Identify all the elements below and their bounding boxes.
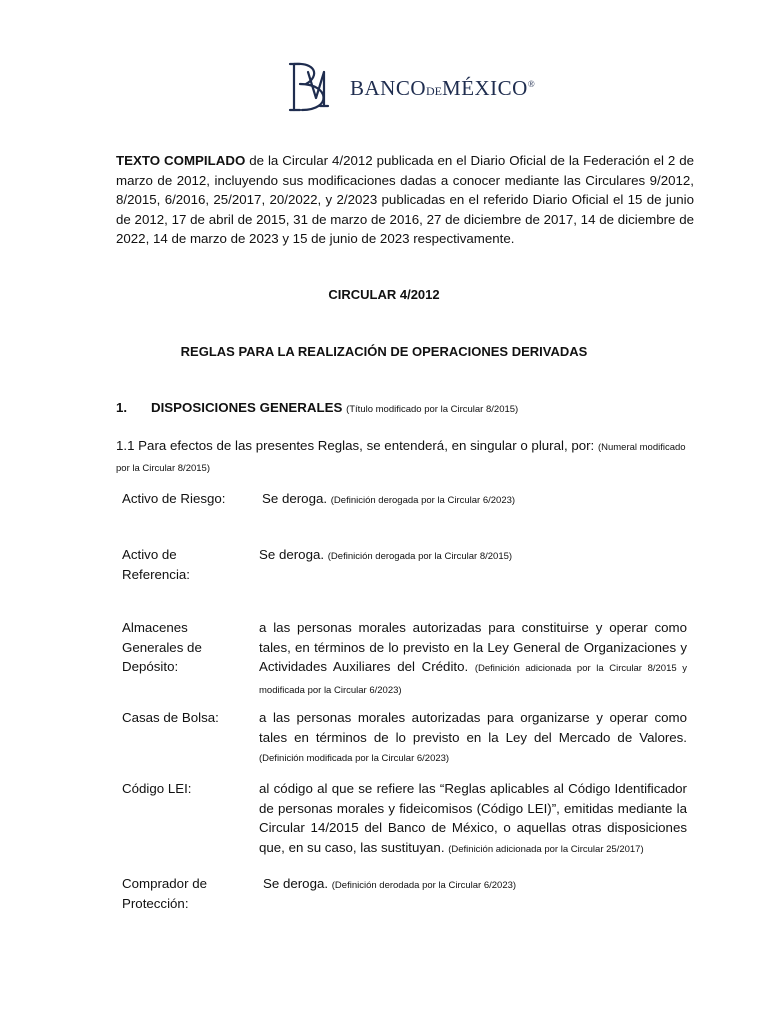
numeral-text: 1.1 Para efectos de las presentes Reglas, se entenderá, en singular o plural, por: <box>116 438 598 453</box>
definition-text: a las personas morales autorizadas para constituirse y operar como tales, en términos de lo previsto en la Ley General de Organizaciones y Actividades Auxiliares del Crédito. (Definición adicionada por la Circular 8/2015 y modificada por la Circular 6/2023) <box>259 620 687 696</box>
rules-title: REGLAS PARA LA REALIZACIÓN DE OPERACIONES DERIVADAS <box>180 344 588 359</box>
numeral-1-1 <box>116 436 698 478</box>
intro-paragraph <box>116 151 694 249</box>
section-note: (Título modificado por la Circular 8/2015) <box>346 404 519 415</box>
definition-text: al código al que se refiere las “Reglas aplicables al Código Identificador de personas morales y fideicomisos (Código LEI)”, emitidas mediante la Circular 14/2015 del Banco de México, o aquellas otras disposiciones que, en su caso, las sustituyan. (Definición adicionada por la Circular 25/2017) <box>259 781 687 855</box>
banxico-logo <box>286 58 536 118</box>
section-heading <box>116 400 518 415</box>
definition-text: Se deroga. (Definición derogada por la Circular 6/2023) <box>262 491 516 506</box>
definition-term: Casas de Bolsa: <box>122 710 219 725</box>
banxico-monogram-icon <box>286 58 346 118</box>
section-number: 1. <box>116 400 128 415</box>
definition-term: Almacenes Generales de Depósito: <box>122 620 202 674</box>
definition-text: a las personas morales autorizadas para organizarse y operar como tales en términos de lo previsto en la Ley del Mercado de Valores. (Definición modificada por la Circular 6/2023) <box>259 710 687 764</box>
definition-text: Se deroga. (Definición derogada por la Circular 8/2015) <box>259 547 513 562</box>
definition-term: Activo de Riesgo: <box>122 491 226 506</box>
definition-term: Comprador de Protección: <box>122 876 207 911</box>
circular-title: CIRCULAR 4/2012 <box>328 287 440 302</box>
definition-term: Código LEI: <box>122 781 192 796</box>
section-title: DISPOSICIONES GENERALES <box>151 400 343 415</box>
intro-text: de la Circular 4/2012 publicada en el Diario Oficial de la Federación el 2 de marzo de 2012, incluyendo sus modificaciones dadas a conocer mediante las Circulares 9/2012, 8/2015, 6/2016, 25/2017, 20/2022, y 2/2023 publicadas en el referido Diario Oficial el 15 de junio de 2012, 17 de abril de 2015, 31 de marzo de 2016, 27 de diciembre de 2017, 14 de diciembre de 2022, 14 de marzo de 2023 y 15 de junio de 2023 respectivamente. <box>116 153 694 246</box>
definition-term: Activo de Referencia: <box>122 547 190 582</box>
intro-bold-lead: TEXTO COMPILADO <box>116 153 246 168</box>
banxico-logo-text: BANCODEMÉXICO® <box>350 76 536 100</box>
numeral-note: (Numeral modificado por la Circular 8/2015) <box>116 442 686 474</box>
definition-text: Se deroga. (Definición derodada por la Circular 6/2023) <box>263 876 517 891</box>
